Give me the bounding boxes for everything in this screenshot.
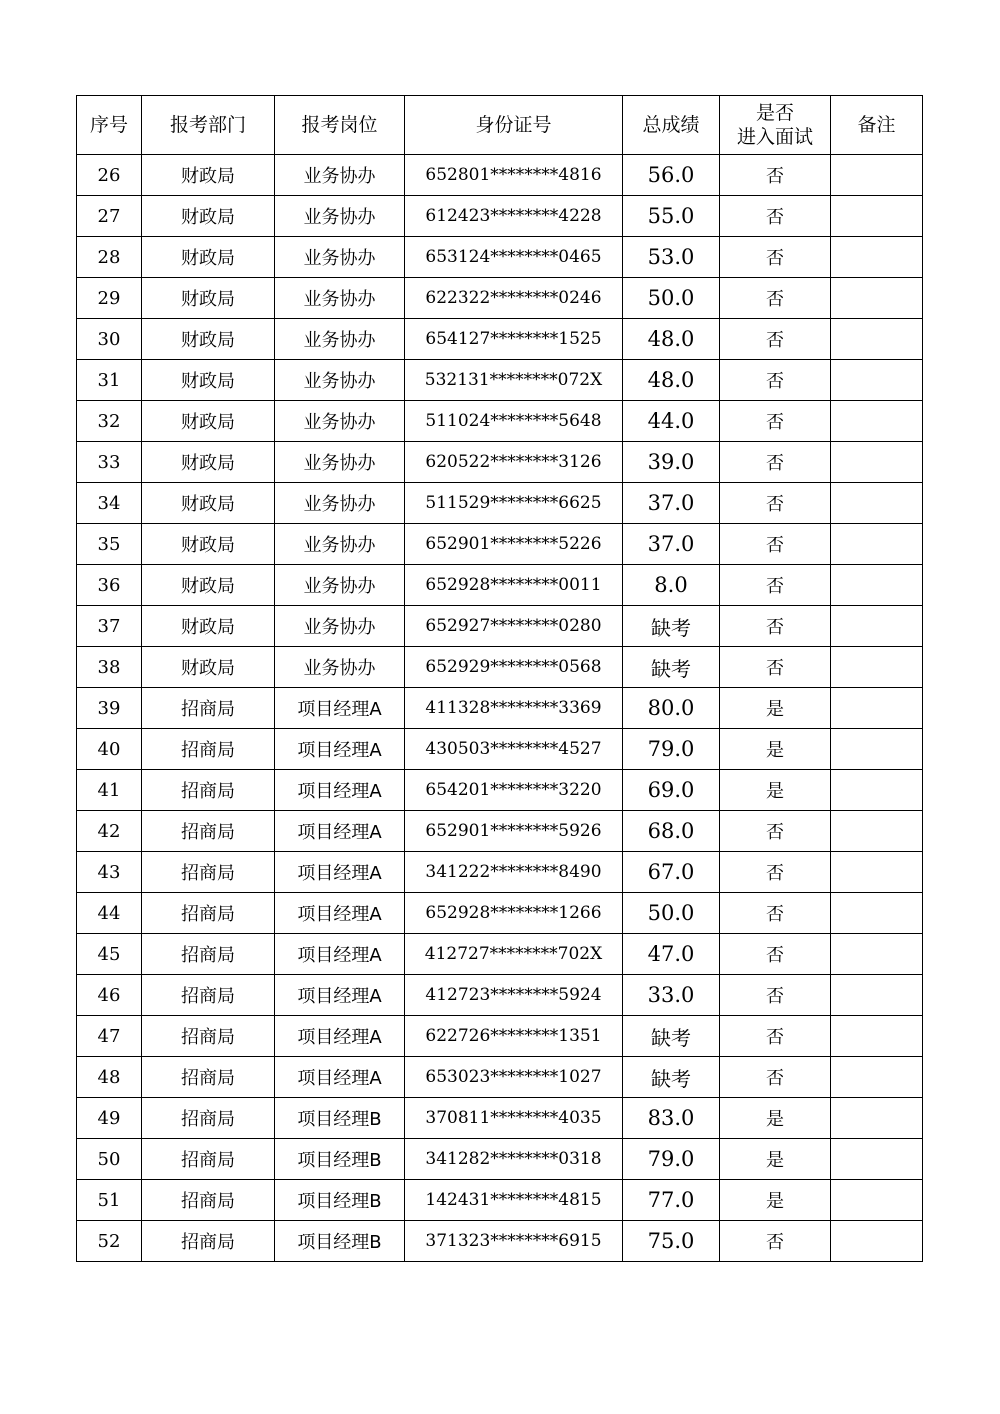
cell-interview: 否	[720, 852, 831, 893]
cell-dept: 财政局	[142, 606, 275, 647]
table-row	[77, 770, 923, 811]
table-row	[77, 1180, 923, 1221]
cell-score: 56.0	[623, 155, 720, 196]
cell-post: 项目经理B	[275, 1180, 405, 1221]
cell-interview: 否	[720, 975, 831, 1016]
cell-score: 37.0	[623, 524, 720, 565]
cell-score: 67.0	[623, 852, 720, 893]
cell-dept: 招商局	[142, 975, 275, 1016]
cell-id-number: 653124********0465	[405, 237, 623, 278]
table-row	[77, 278, 923, 319]
cell-post: 项目经理B	[275, 1098, 405, 1139]
cell-id-number: 430503********4527	[405, 729, 623, 770]
cell-dept: 财政局	[142, 442, 275, 483]
cell-note	[831, 1057, 923, 1098]
cell-id-number: 622322********0246	[405, 278, 623, 319]
cell-dept: 招商局	[142, 934, 275, 975]
cell-seq: 51	[77, 1180, 142, 1221]
cell-post: 项目经理A	[275, 811, 405, 852]
cell-dept: 财政局	[142, 565, 275, 606]
cell-post: 业务协办	[275, 647, 405, 688]
cell-seq: 36	[77, 565, 142, 606]
cell-id-number: 370811********4035	[405, 1098, 623, 1139]
cell-note	[831, 1139, 923, 1180]
cell-seq: 31	[77, 360, 142, 401]
cell-interview: 是	[720, 729, 831, 770]
cell-interview: 否	[720, 442, 831, 483]
cell-note	[831, 975, 923, 1016]
cell-post: 业务协办	[275, 442, 405, 483]
cell-note	[831, 483, 923, 524]
cell-id-number: 652928********1266	[405, 893, 623, 934]
cell-note	[831, 1180, 923, 1221]
cell-seq: 35	[77, 524, 142, 565]
cell-score: 33.0	[623, 975, 720, 1016]
cell-seq: 48	[77, 1057, 142, 1098]
cell-post: 项目经理A	[275, 852, 405, 893]
cell-dept: 招商局	[142, 1139, 275, 1180]
table-row	[77, 688, 923, 729]
cell-id-number: 341222********8490	[405, 852, 623, 893]
cell-note	[831, 1016, 923, 1057]
cell-interview: 否	[720, 1221, 831, 1262]
cell-seq: 38	[77, 647, 142, 688]
cell-dept: 财政局	[142, 360, 275, 401]
table-row	[77, 1098, 923, 1139]
cell-seq: 30	[77, 319, 142, 360]
cell-post: 项目经理A	[275, 1057, 405, 1098]
table-row	[77, 565, 923, 606]
cell-score: 48.0	[623, 319, 720, 360]
cell-dept: 招商局	[142, 729, 275, 770]
table-row	[77, 1221, 923, 1262]
cell-score: 缺考	[623, 647, 720, 688]
cell-interview: 否	[720, 155, 831, 196]
cell-interview: 否	[720, 401, 831, 442]
cell-seq: 39	[77, 688, 142, 729]
cell-post: 业务协办	[275, 524, 405, 565]
cell-dept: 财政局	[142, 237, 275, 278]
cell-note	[831, 811, 923, 852]
cell-interview: 否	[720, 606, 831, 647]
cell-note	[831, 688, 923, 729]
cell-interview: 否	[720, 196, 831, 237]
cell-dept: 财政局	[142, 647, 275, 688]
cell-post: 项目经理A	[275, 934, 405, 975]
table-row	[77, 852, 923, 893]
header-post: 报考岗位	[275, 96, 405, 155]
cell-score: 68.0	[623, 811, 720, 852]
cell-dept: 招商局	[142, 1180, 275, 1221]
cell-score: 83.0	[623, 1098, 720, 1139]
header-score: 总成绩	[623, 96, 720, 155]
cell-dept: 招商局	[142, 893, 275, 934]
cell-interview: 是	[720, 1180, 831, 1221]
cell-note	[831, 401, 923, 442]
cell-dept: 财政局	[142, 278, 275, 319]
table-row	[77, 442, 923, 483]
cell-post: 业务协办	[275, 278, 405, 319]
cell-seq: 32	[77, 401, 142, 442]
cell-seq: 42	[77, 811, 142, 852]
cell-id-number: 652929********0568	[405, 647, 623, 688]
cell-id-number: 412727********702X	[405, 934, 623, 975]
cell-id-number: 532131********072X	[405, 360, 623, 401]
cell-id-number: 511024********5648	[405, 401, 623, 442]
table-row	[77, 811, 923, 852]
cell-interview: 否	[720, 319, 831, 360]
cell-score: 48.0	[623, 360, 720, 401]
cell-dept: 财政局	[142, 524, 275, 565]
cell-interview: 否	[720, 1016, 831, 1057]
cell-dept: 财政局	[142, 483, 275, 524]
cell-post: 项目经理B	[275, 1221, 405, 1262]
cell-dept: 财政局	[142, 401, 275, 442]
cell-seq: 37	[77, 606, 142, 647]
table-row	[77, 934, 923, 975]
cell-note	[831, 606, 923, 647]
header-id: 身份证号	[405, 96, 623, 155]
cell-score: 缺考	[623, 1016, 720, 1057]
cell-note	[831, 1098, 923, 1139]
cell-note	[831, 319, 923, 360]
table-body	[77, 155, 923, 1262]
cell-seq: 27	[77, 196, 142, 237]
cell-score: 53.0	[623, 237, 720, 278]
cell-dept: 财政局	[142, 319, 275, 360]
results-table	[76, 95, 923, 1262]
cell-note	[831, 770, 923, 811]
cell-id-number: 411328********3369	[405, 688, 623, 729]
cell-interview: 否	[720, 360, 831, 401]
cell-seq: 44	[77, 893, 142, 934]
cell-id-number: 620522********3126	[405, 442, 623, 483]
cell-note	[831, 934, 923, 975]
cell-post: 业务协办	[275, 401, 405, 442]
cell-id-number: 654201********3220	[405, 770, 623, 811]
cell-post: 项目经理A	[275, 1016, 405, 1057]
cell-note	[831, 442, 923, 483]
cell-id-number: 652801********4816	[405, 155, 623, 196]
cell-dept: 招商局	[142, 1057, 275, 1098]
cell-note	[831, 647, 923, 688]
cell-note	[831, 155, 923, 196]
cell-score: 55.0	[623, 196, 720, 237]
cell-interview: 否	[720, 647, 831, 688]
table-row	[77, 729, 923, 770]
cell-interview: 否	[720, 811, 831, 852]
cell-post: 项目经理A	[275, 770, 405, 811]
cell-note	[831, 893, 923, 934]
cell-dept: 招商局	[142, 852, 275, 893]
table-row	[77, 893, 923, 934]
table-row	[77, 483, 923, 524]
table-row	[77, 1139, 923, 1180]
cell-score: 69.0	[623, 770, 720, 811]
table-row	[77, 1057, 923, 1098]
cell-interview: 是	[720, 688, 831, 729]
cell-seq: 43	[77, 852, 142, 893]
table-row	[77, 155, 923, 196]
cell-post: 项目经理A	[275, 729, 405, 770]
cell-score: 50.0	[623, 893, 720, 934]
cell-interview: 否	[720, 1057, 831, 1098]
cell-post: 业务协办	[275, 483, 405, 524]
cell-id-number: 652928********0011	[405, 565, 623, 606]
cell-post: 业务协办	[275, 319, 405, 360]
cell-seq: 34	[77, 483, 142, 524]
table-row	[77, 1016, 923, 1057]
cell-note	[831, 565, 923, 606]
cell-id-number: 652901********5226	[405, 524, 623, 565]
cell-id-number: 652901********5926	[405, 811, 623, 852]
header-row	[77, 96, 923, 155]
cell-score: 75.0	[623, 1221, 720, 1262]
cell-dept: 招商局	[142, 770, 275, 811]
table-row	[77, 196, 923, 237]
cell-id-number: 622726********1351	[405, 1016, 623, 1057]
cell-seq: 29	[77, 278, 142, 319]
cell-post: 业务协办	[275, 196, 405, 237]
cell-score: 37.0	[623, 483, 720, 524]
cell-post: 项目经理A	[275, 975, 405, 1016]
table-row	[77, 606, 923, 647]
cell-score: 77.0	[623, 1180, 720, 1221]
cell-id-number: 142431********4815	[405, 1180, 623, 1221]
table-row	[77, 401, 923, 442]
header-interview	[720, 96, 831, 155]
cell-score: 50.0	[623, 278, 720, 319]
cell-score: 44.0	[623, 401, 720, 442]
cell-seq: 28	[77, 237, 142, 278]
cell-id-number: 412723********5924	[405, 975, 623, 1016]
cell-interview: 否	[720, 524, 831, 565]
cell-seq: 47	[77, 1016, 142, 1057]
cell-note	[831, 360, 923, 401]
header-note: 备注	[831, 96, 923, 155]
cell-seq: 33	[77, 442, 142, 483]
cell-interview: 是	[720, 1139, 831, 1180]
cell-score: 80.0	[623, 688, 720, 729]
cell-note	[831, 196, 923, 237]
cell-dept: 招商局	[142, 1221, 275, 1262]
cell-interview: 否	[720, 237, 831, 278]
cell-post: 业务协办	[275, 237, 405, 278]
table-row	[77, 237, 923, 278]
cell-interview: 否	[720, 565, 831, 606]
cell-seq: 45	[77, 934, 142, 975]
table-header	[77, 96, 923, 155]
cell-id-number: 612423********4228	[405, 196, 623, 237]
header-seq: 序号	[77, 96, 142, 155]
cell-seq: 26	[77, 155, 142, 196]
header-interview-line1: 是否	[755, 102, 794, 124]
cell-score: 缺考	[623, 1057, 720, 1098]
cell-score: 79.0	[623, 729, 720, 770]
cell-dept: 招商局	[142, 1098, 275, 1139]
cell-score: 8.0	[623, 565, 720, 606]
cell-note	[831, 278, 923, 319]
cell-post: 业务协办	[275, 360, 405, 401]
table-row	[77, 647, 923, 688]
cell-score: 39.0	[623, 442, 720, 483]
cell-id-number: 371323********6915	[405, 1221, 623, 1262]
cell-score: 缺考	[623, 606, 720, 647]
cell-dept: 财政局	[142, 155, 275, 196]
cell-note	[831, 729, 923, 770]
header-interview-line2: 进入面试	[736, 126, 813, 148]
header-dept: 报考部门	[142, 96, 275, 155]
cell-interview: 否	[720, 278, 831, 319]
cell-dept: 招商局	[142, 1016, 275, 1057]
cell-seq: 52	[77, 1221, 142, 1262]
cell-id-number: 511529********6625	[405, 483, 623, 524]
table-row	[77, 524, 923, 565]
cell-post: 项目经理A	[275, 893, 405, 934]
cell-seq: 41	[77, 770, 142, 811]
cell-dept: 财政局	[142, 196, 275, 237]
cell-seq: 49	[77, 1098, 142, 1139]
cell-dept: 招商局	[142, 688, 275, 729]
cell-note	[831, 237, 923, 278]
cell-interview: 否	[720, 893, 831, 934]
cell-post: 业务协办	[275, 155, 405, 196]
table-row	[77, 975, 923, 1016]
cell-note	[831, 1221, 923, 1262]
cell-seq: 40	[77, 729, 142, 770]
cell-interview: 是	[720, 770, 831, 811]
cell-id-number: 653023********1027	[405, 1057, 623, 1098]
cell-id-number: 652927********0280	[405, 606, 623, 647]
cell-interview: 否	[720, 483, 831, 524]
cell-seq: 46	[77, 975, 142, 1016]
table-row	[77, 360, 923, 401]
cell-score: 47.0	[623, 934, 720, 975]
cell-seq: 50	[77, 1139, 142, 1180]
cell-interview: 否	[720, 934, 831, 975]
cell-post: 业务协办	[275, 606, 405, 647]
table-row	[77, 319, 923, 360]
cell-note	[831, 852, 923, 893]
cell-id-number: 654127********1525	[405, 319, 623, 360]
cell-post: 项目经理B	[275, 1139, 405, 1180]
cell-interview: 是	[720, 1098, 831, 1139]
cell-note	[831, 524, 923, 565]
cell-post: 业务协办	[275, 565, 405, 606]
cell-post: 项目经理A	[275, 688, 405, 729]
cell-score: 79.0	[623, 1139, 720, 1180]
cell-dept: 招商局	[142, 811, 275, 852]
cell-id-number: 341282********0318	[405, 1139, 623, 1180]
